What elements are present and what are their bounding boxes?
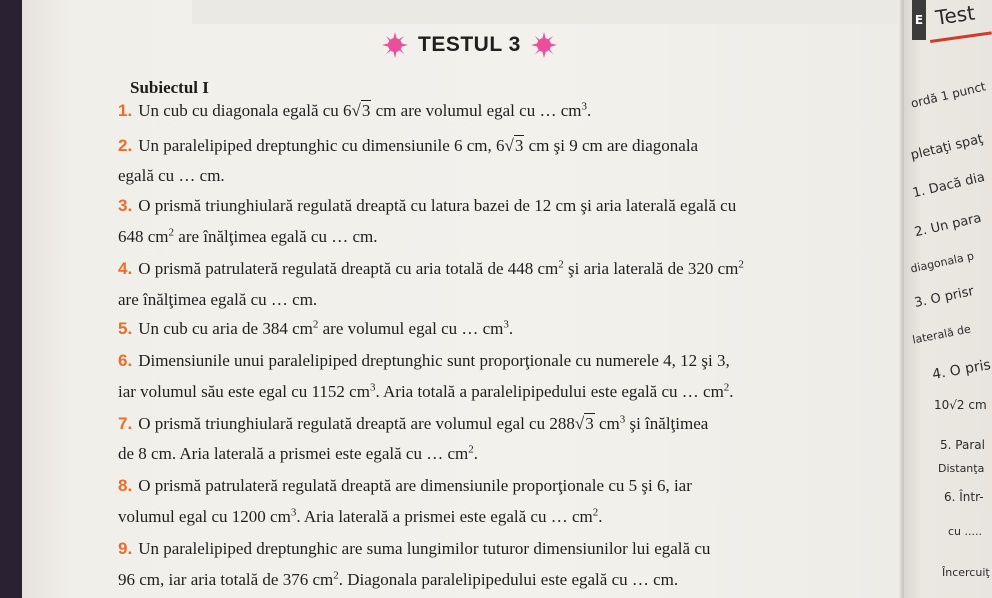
problem-text: de 8 cm. Aria laterală a prismei este egală cu … cm (118, 444, 469, 463)
margin-text: cu ..... (948, 525, 982, 538)
problem-number: 7. (118, 414, 133, 433)
problem-text: are înălţimea egală cu … cm. (118, 290, 318, 309)
exponent: 3 (581, 100, 587, 113)
problem-6-line-1 (118, 350, 730, 372)
section-title: Subiectul I (130, 78, 209, 97)
problem-number: 3. (118, 196, 133, 215)
problem-8-line-2 (118, 506, 602, 528)
right-page-title: Test (934, 0, 977, 30)
problem-7-line-2 (118, 443, 478, 465)
margin-text: pletaţi spaţ (909, 131, 985, 164)
sunburst-icon (531, 32, 557, 58)
problem-9-line-2 (118, 569, 678, 591)
chapter-tab: E (912, 0, 926, 40)
problem-4-line-1 (118, 258, 744, 280)
margin-text: diagonala p (909, 249, 976, 276)
problem-text: . (473, 444, 478, 463)
square-root: √3 (574, 414, 594, 433)
problem-2-line-2 (118, 165, 225, 187)
problem-number: 8. (118, 476, 133, 495)
problem-text: 648 cm (118, 227, 169, 246)
problem-text: . (508, 319, 514, 338)
problem-text: O prismă triunghiulară regulată dreaptă cu latura bazei de 12 cm şi aria laterală egală cu (138, 196, 737, 215)
problem-text: cm (594, 414, 620, 433)
problem-8-line-1 (118, 475, 692, 497)
margin-text: 6. Într- (944, 490, 984, 504)
exponent: 2 (738, 258, 744, 271)
problem-text: iar volumul său este egal cu 1152 cm (118, 382, 370, 401)
margin-text: 4. O pris (931, 356, 992, 384)
margin-text: 1. Dacă dia (911, 169, 987, 202)
problem-number: 6. (118, 351, 133, 370)
margin-text: 5. Paral (940, 438, 985, 452)
exponent: 2 (468, 443, 474, 456)
exponent: 3 (290, 506, 297, 519)
problem-7-line-1 (118, 413, 708, 435)
problem-text: Un cub cu diagonala egală cu 6 (138, 101, 352, 120)
margin-text: 3. O prisr (913, 284, 976, 311)
radicand: 3 (361, 101, 371, 120)
problem-text: O prismă patrulateră regulată dreaptă are dimensiunile proporţionale cu 5 şi 6, iar (138, 476, 692, 495)
margin-text: ordă 1 punct (909, 79, 988, 111)
problem-text: . Diagonala paralelipipedului este egală cu … cm. (338, 570, 679, 589)
problem-number: 5. (118, 319, 133, 338)
problem-text: Un paralelipiped dreptunghic cu dimensiunile 6 cm, 6 (138, 136, 505, 155)
title-underline (930, 31, 992, 43)
test-heading (382, 30, 557, 60)
bleed-through-header (192, 0, 904, 24)
margin-text: Încercuiţ (942, 566, 990, 579)
problem-3-line-2 (118, 226, 377, 248)
problem-number: 1. (118, 101, 133, 120)
problem-1-line-1 (118, 100, 591, 122)
square-root: √3 (351, 101, 371, 120)
exponent: 2 (723, 381, 730, 394)
problem-text: şi aria laterală de 320 cm (563, 259, 739, 278)
problem-text: . (598, 507, 603, 526)
problem-text: volumul egal cu 1200 cm (118, 507, 291, 526)
problem-text: 96 cm, iar aria totală de 376 cm (118, 570, 334, 589)
margin-text: 2. Un para (913, 210, 983, 241)
exponent: 3 (619, 413, 626, 426)
test-title: TESTUL 3 (418, 33, 521, 56)
exponent: 2 (312, 318, 319, 331)
exponent: 3 (369, 381, 376, 394)
problem-text: Un cub cu aria de 384 cm (138, 319, 313, 338)
problem-2-line-1 (118, 135, 698, 157)
problem-text: O prismă patrulateră regulată dreaptă cu aria totală de 448 cm (138, 259, 559, 278)
problem-3-line-1 (118, 195, 736, 217)
exponent: 2 (592, 506, 599, 519)
problem-text: şi înălţimea (625, 414, 709, 433)
problem-text: O prismă triunghiulară regulată dreaptă are volumul egal cu 288 (138, 414, 575, 433)
exponent: 2 (558, 258, 564, 271)
exponent: 2 (168, 226, 175, 239)
margin-text: 10√2 cm (934, 398, 987, 412)
problem-text: Un paralelipiped dreptunghic are suma lungimilor tuturor dimensiunilor lui egală cu (138, 539, 711, 558)
problem-text: Dimensiunile unui paralelipiped dreptunghic sunt proporţionale cu numerele 4, 12 şi 3, (138, 351, 730, 370)
problem-6-line-2 (118, 381, 734, 403)
problem-text: . (586, 101, 592, 120)
problem-text: . Aria laterală a prismei este egală cu … cm (296, 507, 593, 526)
right-page (904, 0, 992, 598)
problem-number: 4. (118, 259, 133, 278)
left-page (22, 0, 904, 598)
problem-5-line-1 (118, 318, 513, 340)
problem-number: 2. (118, 136, 133, 155)
problem-text: . (729, 382, 734, 401)
problem-text: cm şi 9 cm are diagonala (524, 136, 699, 155)
sunburst-icon (382, 32, 408, 58)
exponent: 2 (333, 569, 339, 582)
exponent: 3 (503, 318, 509, 331)
problem-text: cm are volumul egal cu … cm (371, 101, 582, 120)
problem-text: are volumul egal cu … cm (318, 319, 504, 338)
problem-text: egală cu … cm. (118, 166, 225, 185)
margin-text: Distanţa (938, 462, 985, 475)
radicand: 3 (514, 136, 524, 155)
problem-number: 9. (118, 539, 133, 558)
margin-text: laterală de (911, 322, 972, 347)
problem-9-line-1 (118, 538, 710, 560)
problem-text: . Aria totală a paralelipipedului este egală cu … cm (375, 382, 724, 401)
radicand: 3 (585, 414, 594, 433)
problem-text: are înălţimea egală cu … cm. (174, 227, 378, 246)
problem-4-line-2 (118, 289, 317, 311)
square-root: √3 (504, 136, 524, 155)
